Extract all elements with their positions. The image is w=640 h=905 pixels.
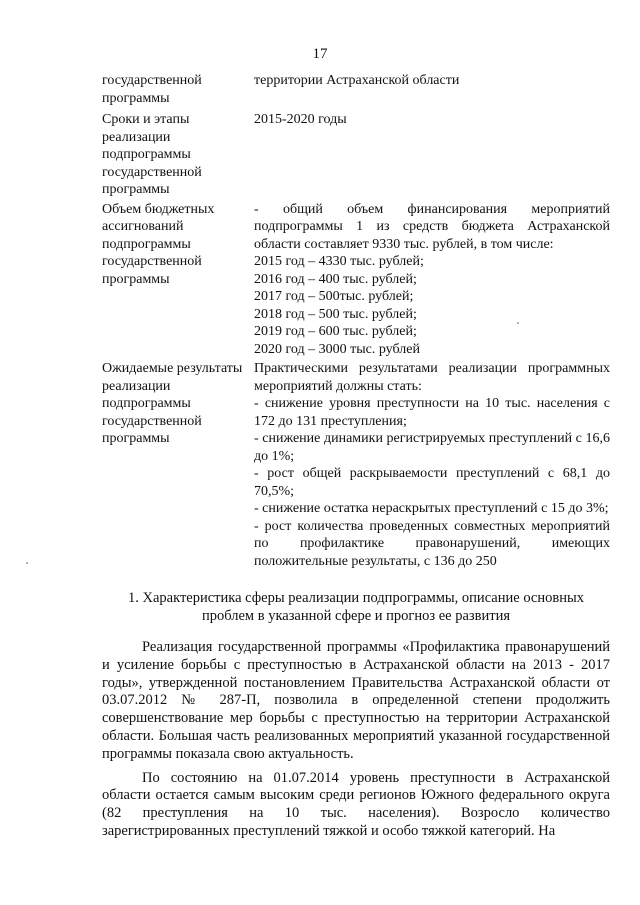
body-text xyxy=(102,639,610,847)
passport-value-line: - снижение динамики регистрируемых преступлений с 16,6 до 1%; xyxy=(254,431,610,464)
page-number: 17 xyxy=(312,46,328,62)
passport-value-line: - рост количества проведенных совместных мероприятий по профилактике правонарушений, имеющих положительные результаты, с 136 до 250 xyxy=(254,518,610,569)
passport-value-line: 2015 год – 4330 тыс. рублей; xyxy=(254,254,424,269)
passport-label: государственной программы xyxy=(102,73,202,106)
passport-value xyxy=(254,72,610,107)
passport-row-terms xyxy=(102,111,610,199)
passport-value-line: 2016 год – 400 тыс. рублей; xyxy=(254,271,417,287)
passport-value xyxy=(254,360,610,570)
passport-value xyxy=(254,111,610,199)
scan-speck xyxy=(26,562,28,564)
passport-value-line: - снижение остатка нераскрытых преступлений с 15 до 3%; xyxy=(254,501,609,516)
passport-row-territory xyxy=(102,72,610,107)
passport-value-line: - общий объем финансирования мероприятий подпрограммы 1 из средств бюджета Астраханской области составляет 9330 тыс. рублей, в том числе: xyxy=(254,201,610,252)
passport-label: Сроки и этапы реализации подпрограммы государственной программы xyxy=(102,112,202,197)
subprogram-passport-table xyxy=(102,72,610,570)
passport-value-line: - рост общей раскрываемости преступлений с 68,1 до 70,5%; xyxy=(254,466,610,499)
scan-speck xyxy=(517,322,519,324)
passport-value-line: территории Астраханской области xyxy=(254,73,460,88)
passport-value-line: 2020 год – 3000 тыс. рублей xyxy=(254,341,420,357)
passport-value-line: 2018 год – 500 тыс. рублей; xyxy=(254,306,417,322)
passport-label: Объем бюджетных ассигнований подпрограммы государственной программы xyxy=(102,201,215,287)
passport-value-line: Практическими результатами реализации программных мероприятий должны стать: xyxy=(254,361,610,394)
section-heading: 1. Характеристика сферы реализации подпрограммы, описание основных проблем в указанной сфере и прогноз ее развития xyxy=(128,590,584,624)
passport-value-line: 2019 год – 600 тыс. рублей; xyxy=(254,324,417,339)
paragraph: Реализация государственной программы «Профилактика правонарушений и усиление борьбы с преступностью в Астраханской области на 2013 - 2017 годы», утвержденной постановлением Правительства Астраханской области от 03.07.2012 № 287-П, позволила в определенной степени продолжить совершенствование мер борьбы с преступностью на территории Астраханской области. Большая часть реализованных мероприятий указанной государственной программы показала свою актуальность. xyxy=(102,639,610,762)
passport-row-budget xyxy=(102,201,610,359)
passport-row-results xyxy=(102,360,610,570)
paragraph: По состоянию на 01.07.2014 уровень преступности в Астраханской области остается самым высоким среди регионов Южного федерального округа (82 преступления на 10 тыс. населения). Возросло количество зарегистрированных преступлений тяжкой и особо тяжкой категорий. На xyxy=(102,769,610,839)
passport-value xyxy=(254,201,610,359)
passport-value-line: - снижение уровня преступности на 10 тыс. населения с 172 до 131 преступления; xyxy=(254,396,610,429)
passport-value-line: 2017 год – 500тыс. рублей; xyxy=(254,289,414,304)
passport-label: Ожидаемые результаты реализации подпрограммы государственной программы xyxy=(102,361,243,446)
passport-value-line: 2015-2020 годы xyxy=(254,112,347,127)
